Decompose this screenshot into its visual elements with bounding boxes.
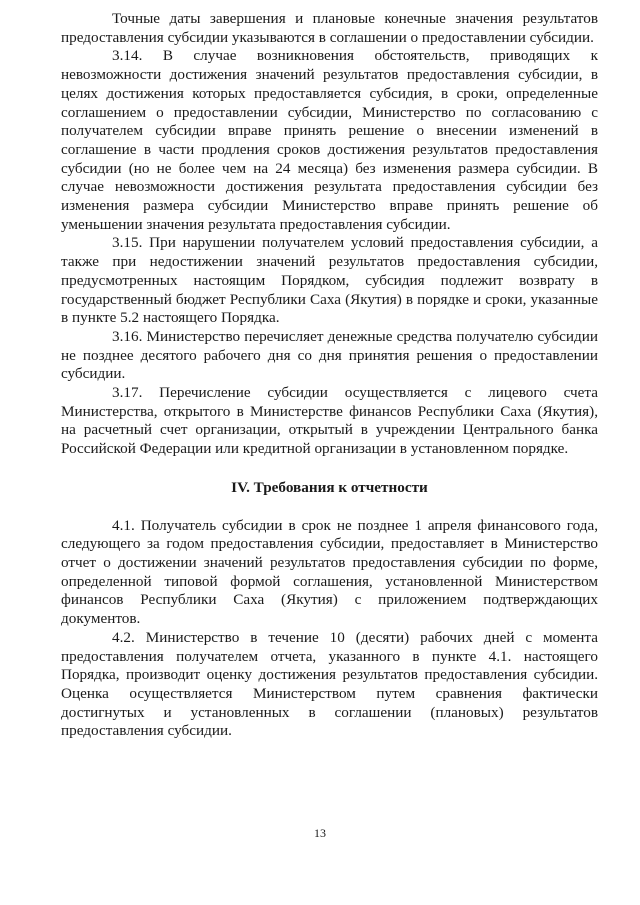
paragraph-result-dates: Точные даты завершения и плановые конечные значения результатов предоставления субсидии указываются в соглашении о предоставлении субсидии.	[61, 10, 598, 46]
paragraph-3-17: 3.17. Перечисление субсидии осуществляется с лицевого счета Министерства, открытого в Министерстве финансов Республики Саха (Якутия), на расчетный счет организации, открытый в учреждении Центрального банка Российской Федерации или кредитной организации в установленном порядке.	[61, 384, 598, 458]
paragraph-3-15: 3.15. При нарушении получателем условий предоставления субсидии, а также при недостижении значений результатов предоставления субсидии, предусмотренных настоящим Порядком, субсидия подлежит возврату в государственный бюджет Республики Саха (Якутия) в порядке и сроки, указанные в пункте 5.2 настоящего Порядка.	[61, 234, 598, 327]
paragraph-3-16: 3.16. Министерство перечисляет денежные средства получателю субсидии не позднее десятого рабочего дня со дня принятия решения о предоставлении субсидии.	[61, 327, 598, 383]
paragraph-4-2: 4.2. Министерство в течение 10 (десяти) рабочих дней с момента предоставления получателем отчета, указанного в пункте 4.1. настоящего Порядка, производит оценку достижения результатов предоставления субсидии. Оценка осуществляется Министерством путем сравнения фактически достигнутых и установленных в соглашении (плановых) результатов предоставления субсидии.	[61, 628, 598, 740]
section-heading: IV. Требования к отчетности	[231, 478, 428, 496]
page-number: 13	[314, 826, 326, 840]
spacer	[61, 459, 598, 479]
paragraph-4-1: 4.1. Получатель субсидии в срок не позднее 1 апреля финансового года, следующего за годом предоставления субсидии, предоставляет в Министерство отчет о достижении значений результатов предоставления субсидии по форме, определенной типовой формой соглашения, установленной Министерством финансов Республики Саха (Якутия) с приложением подтверждающих документов.	[61, 516, 598, 628]
paragraph-3-14: 3.14. В случае возникновения обстоятельств, приводящих к невозможности достижения значений результатов предоставления субсидии, в целях достижения которых предоставляется субсидия, в сроки, определенные соглашением о предоставлении субсидии, Министерство по согласованию с получателем субсидии вправе принять решение о внесении изменений в соглашение в части продления сроков достижения результатов предоставления субсидии (но не более чем на 24 месяца) без изменения размера субсидии. В случае невозможности достижения результата предоставления субсидии без изменения размера субсидии Министерство вправе принять решение об уменьшении значения результата предоставления субсидии.	[61, 47, 598, 233]
page-body	[61, 10, 598, 741]
spacer	[61, 498, 598, 517]
